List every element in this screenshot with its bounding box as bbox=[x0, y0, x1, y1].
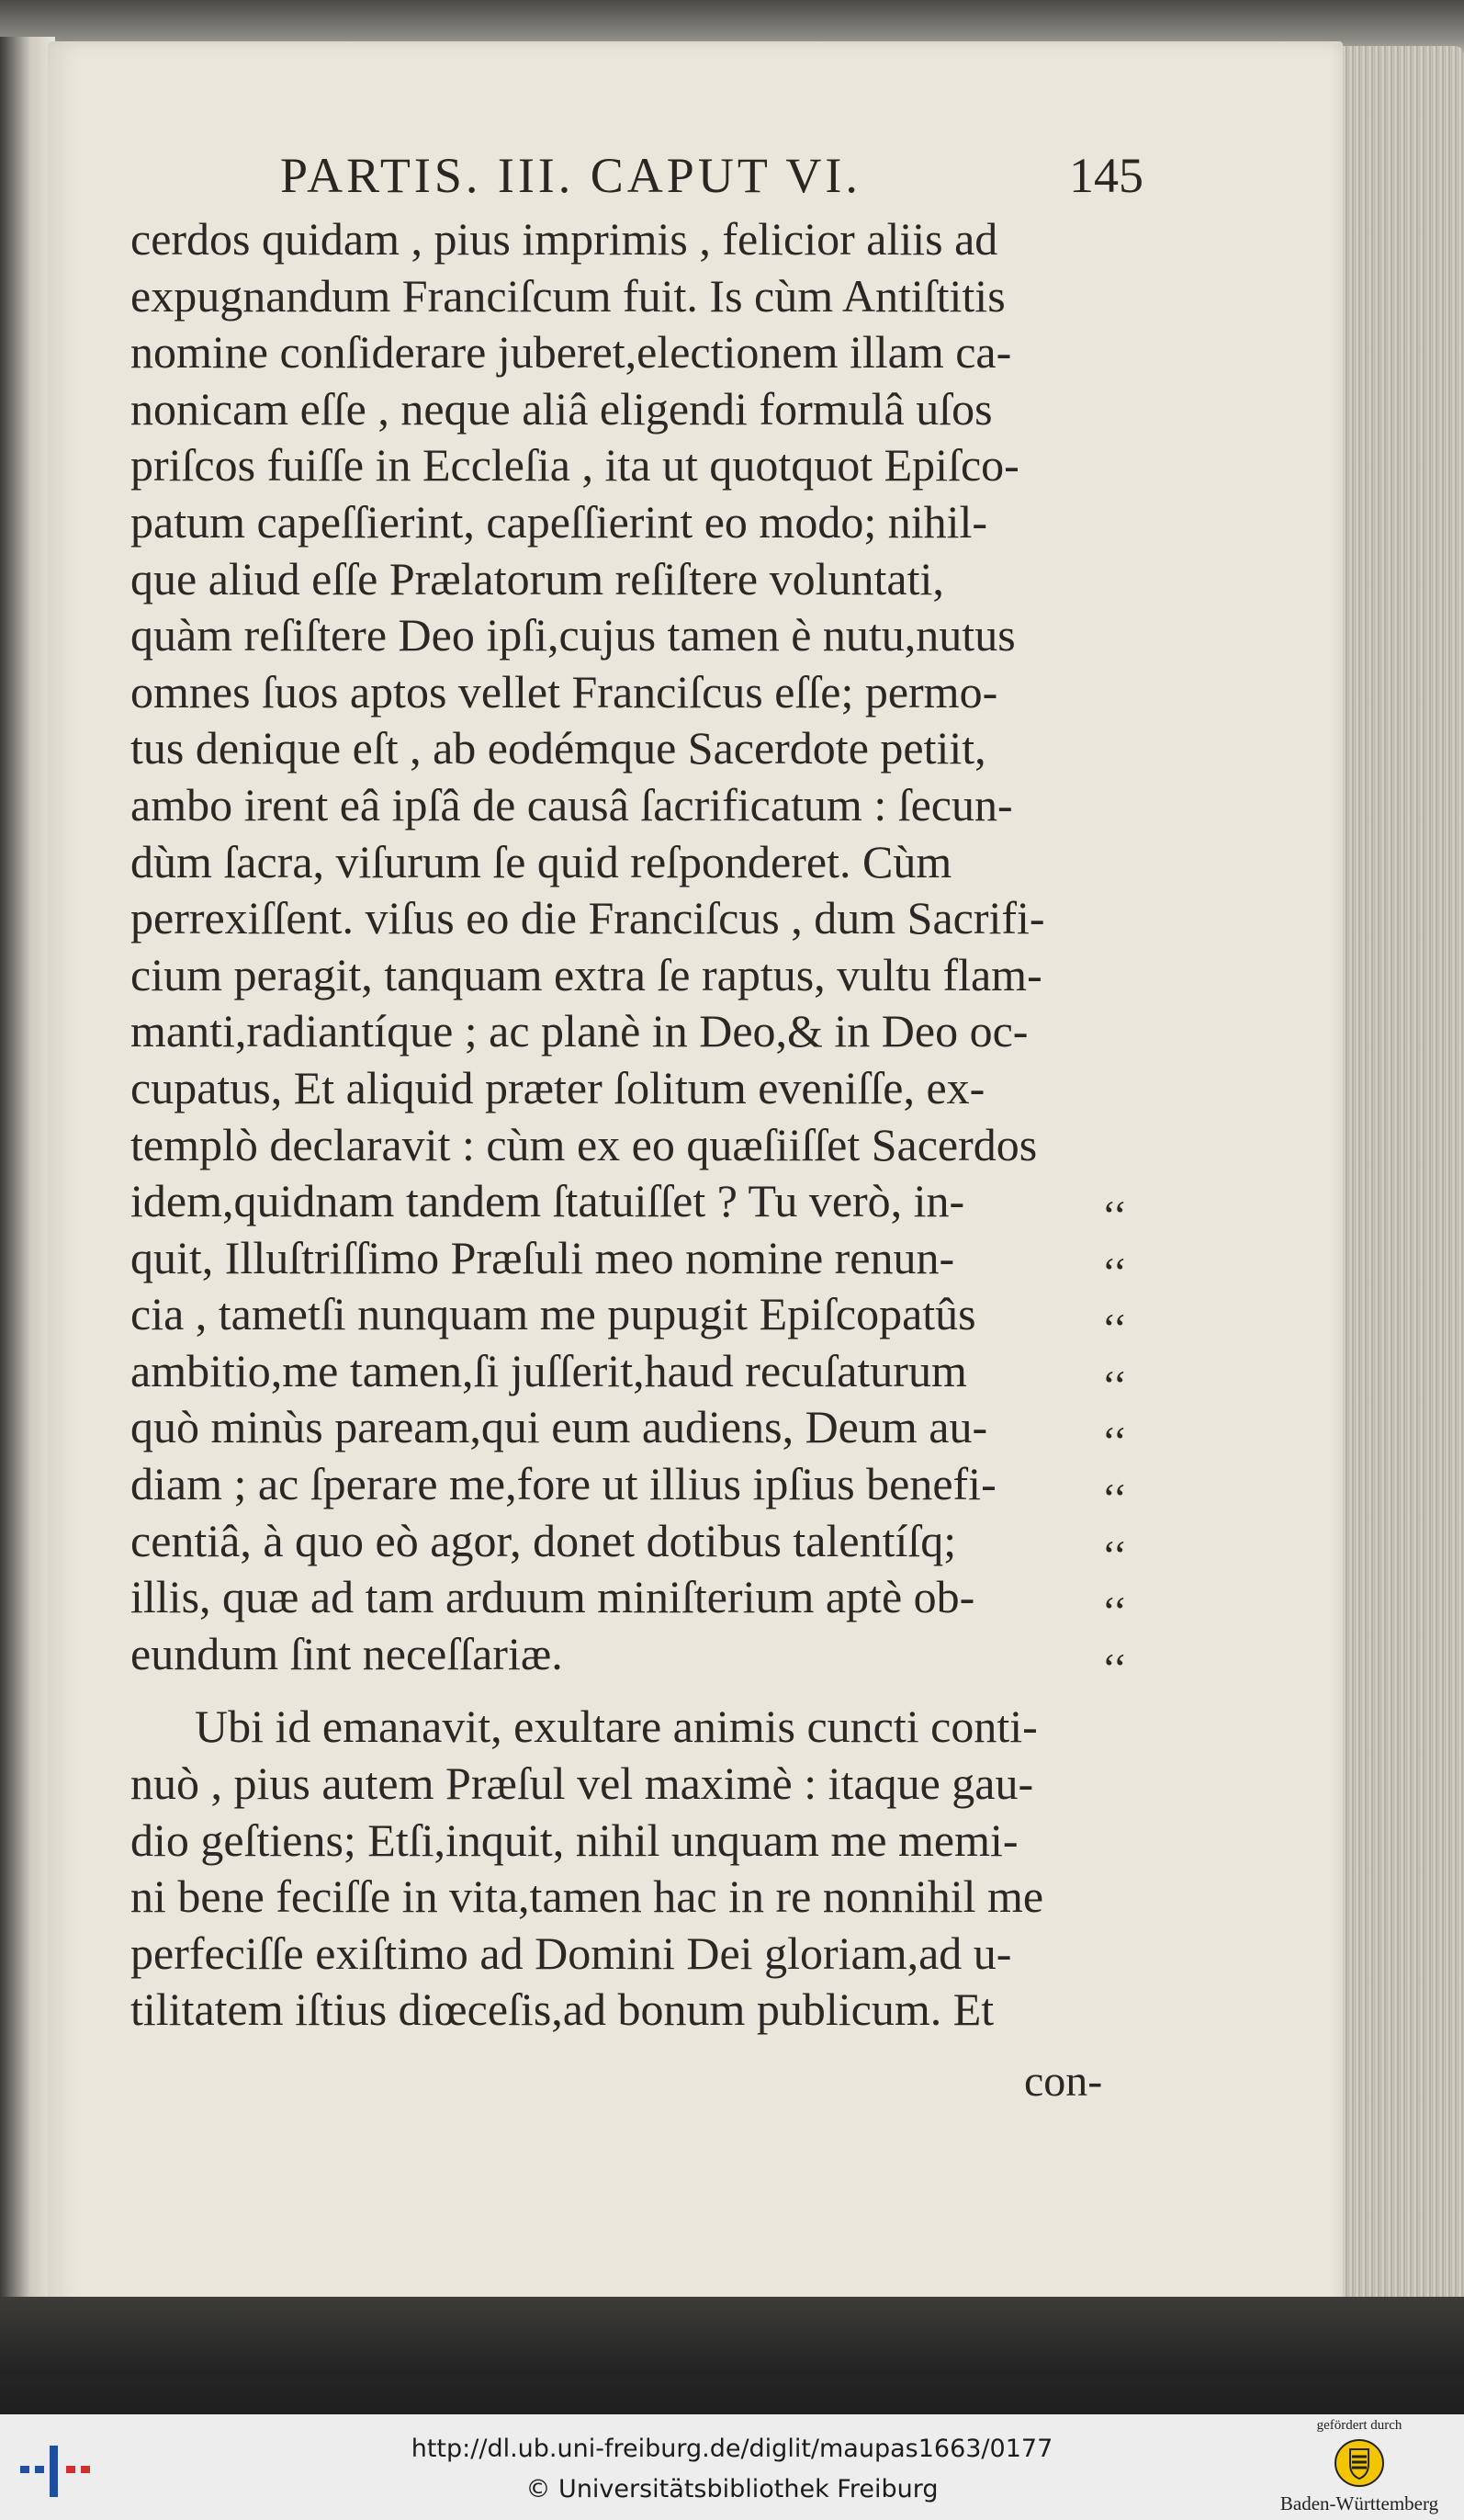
quotation-marks-column bbox=[1102, 1187, 1139, 1696]
page-number: 145 bbox=[1069, 148, 1143, 203]
copyright-notice: © Universitätsbibliothek Freiburg bbox=[525, 2475, 939, 2503]
text-line: cerdos quidam , pius imprimis , felicior aliis ad bbox=[130, 213, 998, 265]
text-line: illis, quæ ad tam arduum miniſterium aptè ob- bbox=[130, 1571, 975, 1623]
text-line: expugnandum Franciſcum fuit. Is cùm Antiſtitis bbox=[130, 269, 1006, 322]
text-line: perrexiſſent. viſus eo die Franciſcus , dum Sacrifi- bbox=[130, 892, 1045, 944]
text-line: quàm reſiſtere Deo ipſi,cujus tamen è nutu,nutus bbox=[130, 609, 1016, 661]
text-line: cia , tametſi nunquam me pupugit Epiſcopatûs bbox=[130, 1288, 976, 1340]
catchword: con- bbox=[1024, 2057, 1103, 2106]
quotation-mark: ‘‘ bbox=[1102, 1361, 1128, 1408]
scan-bottom bbox=[0, 2297, 1464, 2414]
text-line: quit, Illuſtriſſimo Præſuli meo nomine renun- bbox=[130, 1231, 955, 1283]
quotation-mark: ‘‘ bbox=[1102, 1192, 1128, 1238]
text-line: dùm ſacra, viſurum ſe quid reſponderet. Cùm bbox=[130, 835, 952, 887]
text-line: ambo irent eâ ipſâ de causâ ſacrificatum : ſecun- bbox=[130, 778, 1013, 831]
text-line: priſcos fuiſſe in Eccleſia , ita ut quotquot Epiſco- bbox=[130, 439, 1019, 492]
permalink-url[interactable]: http://dl.ub.uni-freiburg.de/diglit/maupas1663/0177 bbox=[411, 2435, 1053, 2463]
text-line: tilitatem iſtius diœceſis,ad bonum publicum. Et bbox=[130, 1983, 995, 2036]
quotation-mark: ‘‘ bbox=[1102, 1644, 1128, 1691]
funder-logo bbox=[1267, 2418, 1451, 2517]
text-line: que aliud eſſe Prælatorum reſiſtere voluntati, bbox=[130, 552, 944, 605]
paragraph-start-line: Ubi id emanavit, exultare animis cuncti conti- bbox=[195, 1701, 1038, 1753]
text-line: nomine conſiderare juberet,electionem illam ca- bbox=[130, 326, 1012, 379]
funder-name: Baden-Württemberg bbox=[1279, 2492, 1439, 2514]
text-line: eundum ſint neceſſariæ. bbox=[130, 1627, 563, 1679]
text-line: manti,radiantíque ; ac planè in Deo,& in Deo oc- bbox=[130, 1005, 1029, 1057]
text-line: quò minùs paream,qui eum audiens, Deum au- bbox=[130, 1401, 988, 1453]
text-line: nuò , pius autem Præſul vel maximè : itaque gau- bbox=[130, 1757, 1034, 1810]
text-line: patum capeſſierint, capeſſierint eo modo; nihil- bbox=[130, 495, 988, 548]
quotation-mark: ‘‘ bbox=[1102, 1305, 1128, 1352]
funded-by-label: gefördert durch bbox=[1316, 2418, 1402, 2433]
page-header bbox=[280, 147, 1143, 220]
text-line: templò declaravit : cùm ex eo quæſiiſſet Sacerdos bbox=[130, 1118, 1038, 1170]
quotation-mark: ‘‘ bbox=[1102, 1588, 1128, 1635]
quotation-mark: ‘‘ bbox=[1102, 1474, 1128, 1521]
text-line: tus denique eſt , ab eodémque Sacerdote petiit, bbox=[130, 722, 986, 774]
text-line: cium peragit, tanquam extra ſe raptus, vultu flam- bbox=[130, 948, 1042, 1000]
text-line: cupatus, Et aliquid præter ſolitum eveniſſe, ex- bbox=[130, 1061, 985, 1113]
quotation-mark: ‘‘ bbox=[1102, 1418, 1128, 1465]
text-line: omnes ſuos aptos vellet Franciſcus eſſe; permo- bbox=[130, 665, 998, 718]
viewer-footer bbox=[0, 2414, 1464, 2520]
coat-of-arms-icon bbox=[1334, 2438, 1385, 2488]
text-line: idem,quidnam tandem ſtatuiſſet ? Tu verò, in- bbox=[130, 1175, 965, 1227]
text-line: centiâ, à quo eò agor, donet dotibus talentíſq; bbox=[130, 1514, 957, 1566]
quotation-mark: ‘‘ bbox=[1102, 1248, 1128, 1295]
text-line: dio geſtiens; Etſi,inquit, nihil unquam me memi- bbox=[130, 1814, 1019, 1866]
text-line: perfeciſſe exiſtimo ad Domini Dei gloriam,ad u- bbox=[130, 1927, 1012, 1979]
text-line: ambitio,me tamen,ſi juſſerit,haud recuſaturum bbox=[130, 1344, 967, 1396]
text-line: diam ; ac ſperare me,fore ut illius ipſius benefi- bbox=[130, 1458, 997, 1510]
body-text bbox=[130, 211, 1141, 2039]
running-head: PARTIS. III. CAPUT VI. bbox=[280, 148, 862, 203]
quotation-mark: ‘‘ bbox=[1102, 1531, 1128, 1578]
book-gutter bbox=[0, 37, 55, 2315]
page-edges bbox=[1323, 46, 1464, 2315]
text-line: nonicam eſſe , neque aliâ eligendi formulâ uſos bbox=[130, 382, 993, 435]
text-line: ni bene feciſſe in vita,tamen hac in re nonnihil me bbox=[130, 1870, 1044, 1923]
